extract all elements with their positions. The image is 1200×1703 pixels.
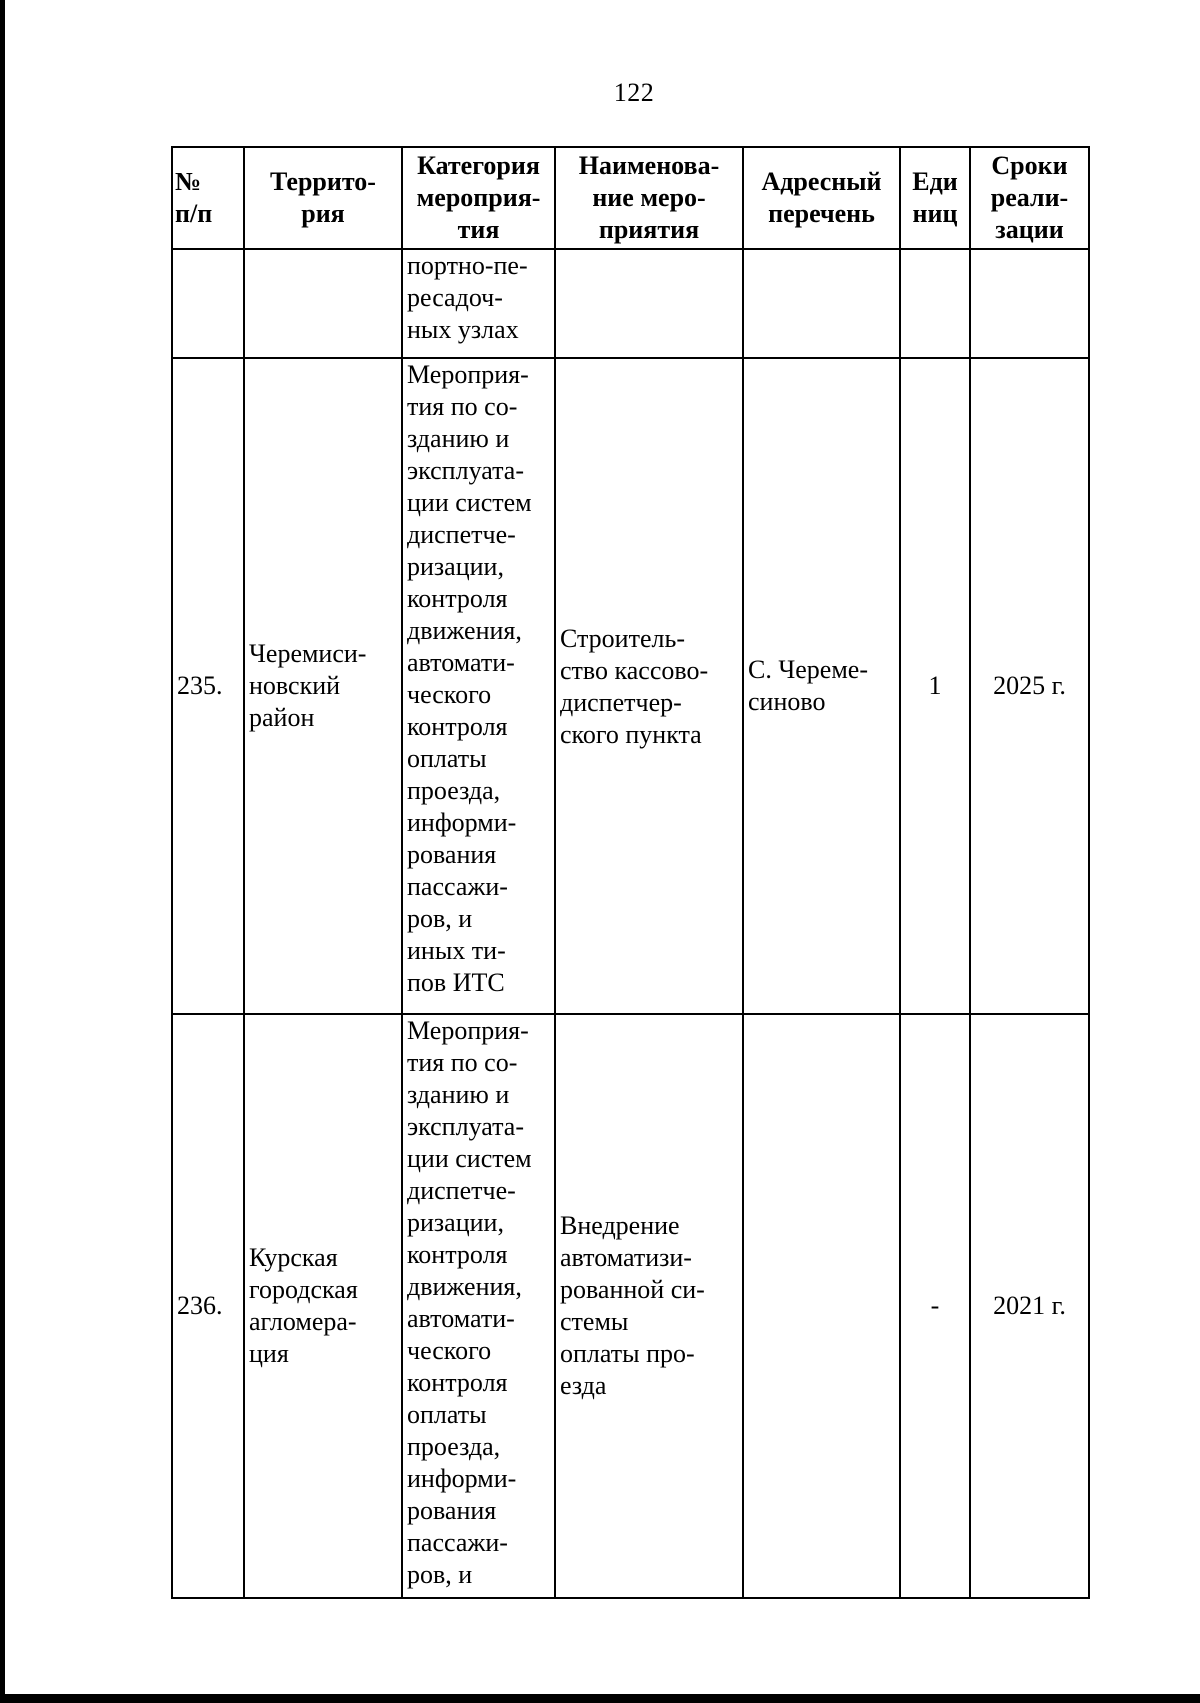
table-row bbox=[172, 1014, 1089, 1598]
events-table bbox=[171, 146, 1090, 1599]
header-terms: Сроки реали- зации bbox=[970, 147, 1089, 249]
cell-units: - bbox=[900, 1014, 970, 1598]
table-row bbox=[172, 358, 1089, 1014]
table-header-row bbox=[172, 147, 1089, 249]
cell-num: 236. bbox=[172, 1014, 244, 1598]
cell-units bbox=[900, 249, 970, 358]
cell-territory: Черемиси- новский район bbox=[244, 358, 402, 1014]
header-num: № п/п bbox=[172, 147, 244, 249]
cell-terms: 2021 г. bbox=[970, 1014, 1089, 1598]
cell-num: 235. bbox=[172, 358, 244, 1014]
cell-territory: Курская городская агломера- ция bbox=[244, 1014, 402, 1598]
scan-edge-bottom bbox=[0, 1694, 1200, 1703]
header-address: Адресный перечень bbox=[743, 147, 900, 249]
cell-address bbox=[743, 249, 900, 358]
scan-edge-left bbox=[0, 0, 5, 1703]
cell-name: Строитель- ство кассово- диспетчер- ского пункта bbox=[555, 358, 743, 1014]
cell-terms: 2025 г. bbox=[970, 358, 1089, 1014]
page-number: 122 bbox=[613, 78, 655, 107]
header-category: Категория мероприя- тия bbox=[402, 147, 555, 249]
table-row bbox=[172, 249, 1089, 358]
cell-category: портно-пе- ресадоч- ных узлах bbox=[402, 249, 555, 358]
cell-name bbox=[555, 249, 743, 358]
cell-category: Мероприя- тия по со- зданию и эксплуата- ции систем диспетче- ризации, контроля движения, автомати- ческого контроля оплаты проезда, информи- рования пассажи- ров, и иных ти- пов ИТС bbox=[402, 358, 555, 1014]
cell-name: Внедрение автоматизи- рованной си- стемы оплаты про- езда bbox=[555, 1014, 743, 1598]
cell-terms bbox=[970, 249, 1089, 358]
header-territory: Террито- рия bbox=[244, 147, 402, 249]
cell-num bbox=[172, 249, 244, 358]
cell-territory bbox=[244, 249, 402, 358]
header-name: Наименова- ние меро- приятия bbox=[555, 147, 743, 249]
header-units: Еди ниц bbox=[900, 147, 970, 249]
cell-address: С. Череме- синово bbox=[743, 358, 900, 1014]
cell-units: 1 bbox=[900, 358, 970, 1014]
cell-category: Мероприя- тия по со- зданию и эксплуата- ции систем диспетче- ризации, контроля движения, автомати- ческого контроля оплаты проезда, информи- рования пассажи- ров, и bbox=[402, 1014, 555, 1598]
cell-address bbox=[743, 1014, 900, 1598]
